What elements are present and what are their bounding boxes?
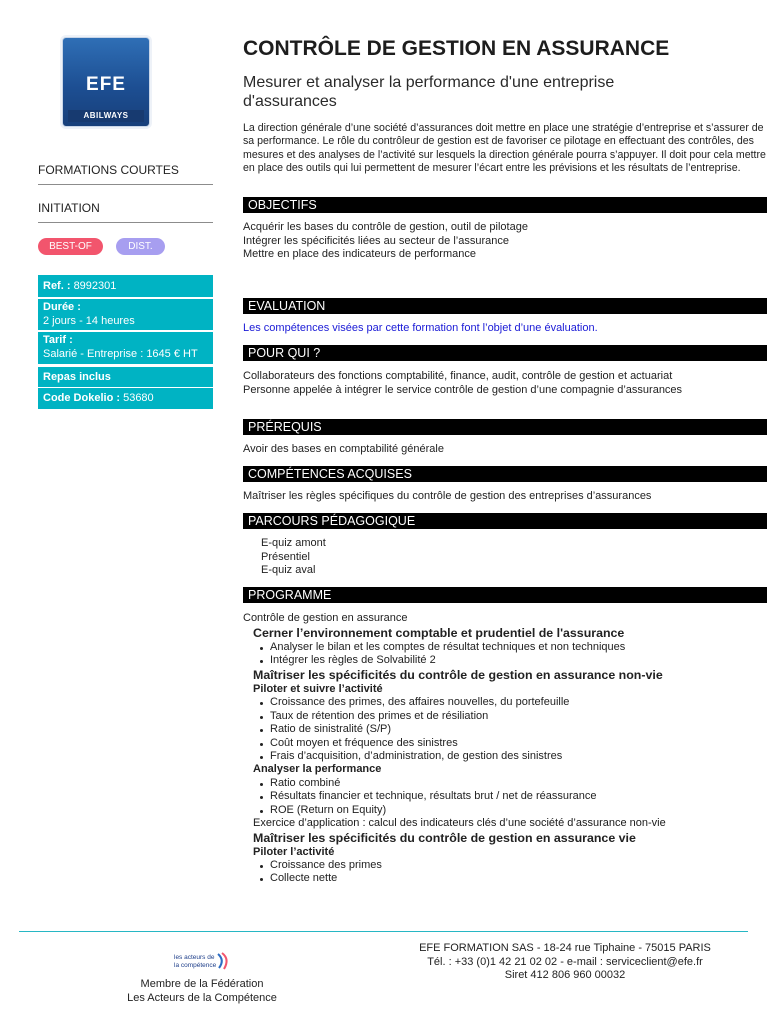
list-item: ROE (Return on Equity) bbox=[253, 804, 666, 817]
objectif-line: Acquérir les bases du contrôle de gestion, outil de pilotage bbox=[243, 221, 528, 233]
parcours-line: Présentiel bbox=[261, 550, 310, 563]
federation-line: Membre de la Fédération bbox=[140, 978, 264, 990]
code-value: 53680 bbox=[123, 392, 154, 404]
objectif-line: Intégrer les spécificités liées au secteur de l’assurance bbox=[243, 234, 509, 247]
federation-line: Les Acteurs de la Compétence bbox=[127, 991, 277, 1004]
tarif-value: Salarié - Entreprise : 1645 € HT bbox=[43, 347, 198, 360]
programme-body bbox=[253, 626, 666, 886]
federation-logo-line-1: les acteurs de bbox=[174, 954, 215, 961]
programme-part-1-title: Cerner l’environnement comptable et prudentiel de l'assurance bbox=[253, 626, 625, 640]
list-item: Croissance des primes bbox=[253, 859, 666, 872]
section-heading-prerequis: PRÉREQUIS bbox=[243, 419, 767, 435]
section-heading-competences: COMPÉTENCES ACQUISES bbox=[243, 466, 767, 482]
prerequis-text: Avoir des bases en comptabilité générale bbox=[243, 443, 444, 455]
section-heading-pour-qui: POUR QUI ? bbox=[243, 345, 767, 361]
pour-qui-line: Personne appelée à intégrer le service contrôle de gestion d’une compagnie d’assurances bbox=[243, 383, 683, 396]
duree-label: Durée : bbox=[43, 301, 81, 313]
list-item: Frais d’acquisition, d’administration, de gestion des sinistres bbox=[253, 750, 666, 763]
list-item: Intégrer les règles de Solvabilité 2 bbox=[253, 654, 666, 667]
badge-dist[interactable]: DIST. bbox=[116, 238, 165, 255]
repas-label: Repas inclus bbox=[43, 371, 111, 383]
list-item: Taux de rétention des primes et de résiliation bbox=[253, 710, 666, 723]
programme-part-2-sub-2-list bbox=[253, 777, 666, 817]
page-subtitle: Mesurer et analyser la performance d'une entreprise d'assurances bbox=[243, 74, 615, 110]
address-siret-line: Siret 412 806 960 00032 bbox=[504, 969, 626, 981]
programme-part-3-sub-1-list bbox=[253, 859, 666, 886]
objectif-line: Mettre en place des indicateurs de performance bbox=[243, 248, 476, 260]
list-item: Ratio combiné bbox=[253, 777, 666, 790]
evaluation-text: Les compétences visées par cette formation font l’objet d’une évaluation. bbox=[243, 322, 598, 334]
pour-qui-line: Collaborateurs des fonctions comptabilité, finance, audit, contrôle de gestion et actuariat bbox=[243, 370, 673, 382]
section-heading-parcours: PARCOURS PÉDAGOGIQUE bbox=[243, 513, 767, 529]
logo-sub-text: ABILWAYS bbox=[68, 110, 144, 122]
federation-text bbox=[100, 978, 304, 1005]
page-title: CONTRÔLE DE GESTION EN ASSURANCE bbox=[243, 37, 670, 60]
footer-divider bbox=[19, 931, 748, 932]
info-ref bbox=[38, 275, 213, 297]
logo-main-text: EFE bbox=[86, 74, 126, 95]
parcours-line: E-quiz aval bbox=[261, 564, 316, 576]
info-tarif bbox=[38, 332, 213, 364]
programme-exercise: Exercice d’application : calcul des indicateurs clés d’une société d’assurance non-vie bbox=[253, 817, 666, 830]
objectifs-list bbox=[243, 221, 528, 262]
info-code-dokelio bbox=[38, 388, 213, 409]
competences-text: Maîtriser les règles spécifiques du contrôle de gestion des entreprises d’assurances bbox=[243, 490, 652, 502]
info-repas bbox=[38, 367, 213, 387]
list-item: Résultats financier et technique, résultats brut / net de réassurance bbox=[253, 790, 666, 803]
programme-part-2-sub-2: Analyser la performance bbox=[253, 763, 382, 776]
section-heading-evaluation: EVALUATION bbox=[243, 298, 767, 314]
list-item: Collecte nette bbox=[253, 872, 666, 885]
section-heading-objectifs: OBJECTIFS bbox=[243, 197, 767, 213]
programme-intro: Contrôle de gestion en assurance bbox=[243, 612, 408, 624]
programme-part-2-title: Maîtriser les spécificités du contrôle de gestion en assurance non-vie bbox=[253, 667, 663, 682]
address-line: EFE FORMATION SAS - 18-24 rue Tiphaine - 75015 PARIS bbox=[419, 942, 711, 954]
code-label: Code Dokelio : bbox=[43, 392, 121, 404]
programme-part-3-sub-1: Piloter l’activité bbox=[253, 845, 335, 858]
programme-part-1-list bbox=[253, 641, 666, 668]
sidebar-link-initiation[interactable]: INITIATION bbox=[38, 201, 213, 223]
list-item: Ratio de sinistralité (S/P) bbox=[253, 723, 666, 736]
intro-paragraph: La direction générale d’une société d’assurances doit mettre en place une stratégie d’entreprise et s’assurer de sa performance. Le rôle du contrôleur de gestion est de favoriser ce pilotage en effectuant des contrôles, des mesures et des analyses de l’activité sur lesquels la direction générale pourra s’appuyer. Il doit pour cela mettre en place des outils qui lui permettent de mesurer l’écart entre les prévisions et les résultats de l’entreprise. bbox=[243, 122, 766, 174]
programme-part-3-title: Maîtriser les spécificités du contrôle de gestion en assurance vie bbox=[253, 830, 636, 845]
ref-value: 8992301 bbox=[73, 280, 117, 292]
sidebar-link-formations-courtes[interactable]: FORMATIONS COURTES bbox=[38, 163, 213, 185]
list-item: Croissance des primes, des affaires nouvelles, du portefeuille bbox=[253, 696, 666, 709]
efe-logo bbox=[62, 37, 150, 127]
list-item: Analyser le bilan et les comptes de résultat techniques et non techniques bbox=[253, 641, 666, 654]
badge-best-of[interactable]: BEST-OF bbox=[38, 238, 103, 255]
address-contact-line[interactable]: Tél. : +33 (0)1 42 21 02 02 - e-mail : serviceclient@efe.fr bbox=[427, 955, 703, 968]
info-duree bbox=[38, 299, 213, 330]
programme-part-2-sub-1: Piloter et suivre l’activité bbox=[253, 682, 383, 695]
tarif-label: Tarif : bbox=[43, 334, 73, 346]
parcours-line: E-quiz amont bbox=[261, 537, 326, 549]
duree-value: 2 jours - 14 heures bbox=[43, 314, 135, 327]
programme-part-2-sub-1-list bbox=[253, 696, 666, 763]
federation-logo-mark bbox=[172, 950, 234, 972]
federation-logo-line-2: la compétence bbox=[174, 962, 217, 969]
ref-label: Ref. : bbox=[43, 280, 71, 292]
company-address bbox=[380, 942, 750, 983]
list-item: Coût moyen et fréquence des sinistres bbox=[253, 737, 666, 750]
pour-qui-list bbox=[243, 370, 682, 397]
section-heading-programme: PROGRAMME bbox=[243, 587, 767, 603]
parcours-list bbox=[261, 537, 326, 578]
federation-logo bbox=[172, 950, 234, 972]
